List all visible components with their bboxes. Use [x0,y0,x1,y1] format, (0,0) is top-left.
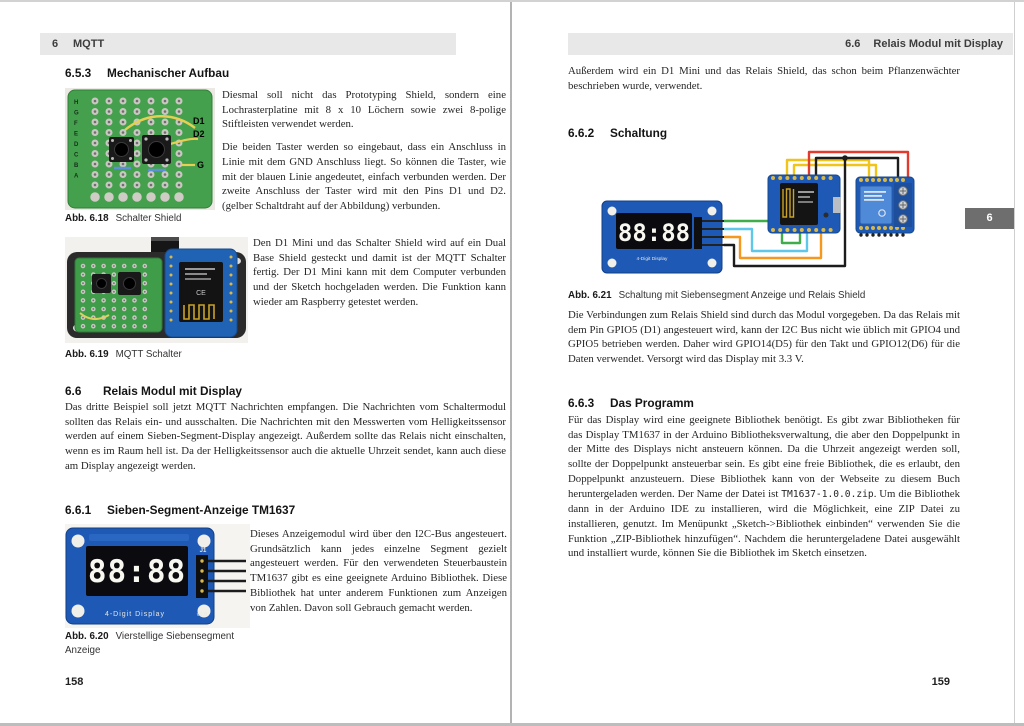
section-number: 6.6.3 [568,396,595,410]
section-heading-6-6-3 [568,396,694,410]
annotation-d2: D2 [193,129,205,139]
page-top-edge [0,0,1024,2]
section-title: Mechanischer Aufbau [107,66,230,80]
text-6-6-2 [568,308,960,375]
text-column-6-6-1 [250,527,507,623]
section-title: Das Programm [610,396,694,410]
paragraph-part-1: Für das Display wird eine geeignete Bibliothek benötigt. Es gibt zwar Bibliotheken für das Display TM1637 in der Arduino Bibliotheksverwaltung, die aber den Doppelpunkt in der Mitte des Displays nicht ansteuern können. Da die Uhrzeit angezeigt werden soll, sollte der Doppelpunkt ansteuerbar sein. Es gibt eine freie Bibliothek, die es erlaubt, den Doppelpunkt anzusteuern. Diese Bibliothek kann von der Webseite zu diesem Buch heruntergeladen werden. Der Name der Datei ist [568,414,960,500]
wire-junction-dot [842,155,848,161]
section-number: 6.6 [65,384,82,398]
figure-caption-text: Vierstellige Siebensegment Anzeige [65,631,235,656]
figure-caption-6-18 [65,212,235,226]
annotation-d1: D1 [193,116,205,126]
figure-caption-text: Schalter Shield [115,213,182,224]
schalter-shield-board [75,258,162,332]
reset-button [824,213,829,218]
svg-text:B: B [74,163,79,169]
running-header-section-number: 6.6 [845,38,861,50]
relay-shield-module [856,177,914,235]
running-header-section-title: Relais Modul mit Display [873,38,1003,50]
text-6-6-intro [65,400,506,482]
display-silk-text: 4-Digit Display [636,257,668,262]
page-number-left: 158 [65,676,84,688]
figure-caption-text: Schaltung mit Siebensegment Anzeige und Relais Shield [618,290,866,301]
body-paragraph: Außerdem wird ein D1 Mini und das Relais Shield, das schon beim Pflanzenwächter beschrieben wurde, verwendet. [568,65,960,92]
ce-mark: CE [196,290,206,297]
display-digits: 88:88 [87,554,187,590]
text-column-6-5-3 [222,88,506,222]
tm1637-module [602,201,724,273]
pin-pad [200,579,203,582]
figure-6-21-circuit [588,145,978,285]
running-header-left [40,33,456,55]
running-header-right [568,33,1013,55]
inline-code-filename: TM1637-1.0.0.zip [781,488,874,500]
wifi-antenna-trace [184,305,214,319]
section-number: 6.6.1 [65,503,92,517]
d1-mini-module [768,175,841,233]
text-intro-right [568,64,960,101]
figure-label: Abb. 6.19 [65,349,109,360]
figure-caption-6-19 [65,348,245,362]
running-header-chapter-title: MQTT [73,38,105,50]
section-heading-6-6-2 [568,126,667,140]
mounting-hole [198,535,211,548]
svg-text:D: D [74,142,79,148]
page-gutter [510,2,512,723]
pin-pad [200,569,203,572]
paragraph-part-2: . Um die Bibliothek dann in der Arduino IDE zu installieren, wird die Möglichkeit, eine ZIP Datei zu installieren, genutzt. Im Menüpunkt „Sketch->Bibliothek einbinden“ verwenden Sie die Funktion „ZIP-Bibliothek hinzufügen“. Nachdem die heruntergeladene Datei ausgewählt und installiert wurde, können Sie die Bibliothek im Sketch einsetzen. [568,487,960,560]
text-6-6-3 [568,413,960,569]
figure-caption-6-20 [65,630,257,657]
svg-text:H: H [74,100,79,106]
text-column-mqtt-schalter [253,236,506,318]
running-header-chapter-number: 6 [52,38,59,50]
figure-label: Abb. 6.18 [65,213,109,224]
page-right-edge [1014,2,1015,723]
push-button-left [109,137,134,162]
svg-text:F: F [74,121,78,127]
pin-pad [200,589,203,592]
figure-6-20-photo [65,524,250,628]
svg-text:E: E [74,131,79,138]
section-heading-6-6-1 [65,503,295,517]
perfboard [68,90,212,208]
figure-label: Abb. 6.21 [568,290,612,301]
mounting-hole [72,535,85,548]
section-heading-6-6 [65,384,242,398]
body-paragraph: Das dritte Beispiel soll jetzt MQTT Nachrichten empfangen. Die Nachrichten vom Schaltermodul sollten das Relais ein- und ausschalten. Die Nachrichten mit den Messwerten vom Helligkeitssensor werden auf einem Sieben-Segment-Display angezeigt. Außerdem sollte das Relais nicht einschalten, wenn es im Raum hell ist. Da der Helligkeitssensor auch die aktuelle Uhrzeit sendet, kann auch diese am Display angezeigt werden. [65,401,506,472]
section-title: Schaltung [610,126,668,140]
d1-mini-board [165,249,237,337]
chapter-tab: 6 [965,208,1014,229]
body-paragraph: Den D1 Mini und das Schalter Shield wird auf ein Dual Base Shield gesteckt und damit ist der MQTT Schalter fertig. Der D1 Mini kann mit dem Computer verbunden und der Sketch hochgeladen werden. Die Funktion kann wieder am Raspberry getestet werden. [253,237,506,308]
body-paragraph: Die beiden Taster werden so eingebaut, dass ein Anschluss in Linie mit dem GND Anschluss liegt. So können die Taster, wie mit der blauen Linie angedeutet, einfach verbunden werden. Der zweite Anschluss der Taster wird mit den Pins D1 und D2. (gelber Schaltdraht auf der Abbildung) verbunden. [222,141,506,212]
figure-label: Abb. 6.20 [65,631,109,642]
figure-6-18-photo [65,88,215,210]
pin-header [694,217,702,249]
display-digits: 88:88 [617,219,691,247]
body-paragraph-with-code [568,413,960,561]
figure-caption-text: MQTT Schalter [115,349,182,360]
section-title: Relais Modul mit Display [103,384,242,398]
svg-text:G: G [74,110,79,117]
section-number: 6.5.3 [65,66,92,80]
figure-caption-6-21 [568,289,968,303]
display-silk-text: 4-Digit Display [104,611,166,618]
body-paragraph: Die Verbindungen zum Relais Shield sind durch das Modul vorgegeben. Da das Relais mit dem Pin GPIO5 (D1) angesteuert wird, kann der I2C Bus nicht wie üblich mit GPIO4 und GPIO5 betrieben werden. Daher wird GPIO14(D5) für den Takt und GPIO12(D6) für die Daten verwendet. Versorgt wird das Display mit 3.3 V. [568,309,960,366]
body-paragraph: Diesmal soll nicht das Prototyping Shield, sondern eine Lochrasterplatine mit 8 x 10 Löchern sowie zwei 8-polige Stiftleisten verwendet werden. [222,89,506,131]
j1-label: J1 [199,548,207,554]
section-heading-6-5-3 [65,66,229,80]
section-number: 6.6.2 [568,126,595,140]
section-title: Sieben-Segment-Anzeige TM1637 [107,503,296,517]
board-reflection [89,534,189,541]
push-button-right [142,135,171,164]
usb-connector [833,197,841,213]
pin-pad [200,559,203,562]
svg-text:A: A [74,173,79,180]
body-paragraph: Dieses Anzeigemodul wird über den I2C-Bus angesteuert. Grundsätzlich kann jedes einzelne Segment gezielt angesteuert werden. Für den verwendeten Steuerbaustein TM1637 gibt es eine geeignete Arduino Bibliothek. Diese Bibliothek hat unter anderem Funktionen zum Anzeigen von Zahlen. Davon soll Gebrauch gemacht werden. [250,528,507,614]
page-number-right: 159 [931,676,950,688]
display-version-text: v1.0 [196,612,208,618]
mounting-hole [72,605,85,618]
annotation-g: G [197,160,205,170]
figure-6-19-photo [65,237,248,343]
esp8266-module [780,183,818,225]
svg-text:C: C [74,152,79,159]
